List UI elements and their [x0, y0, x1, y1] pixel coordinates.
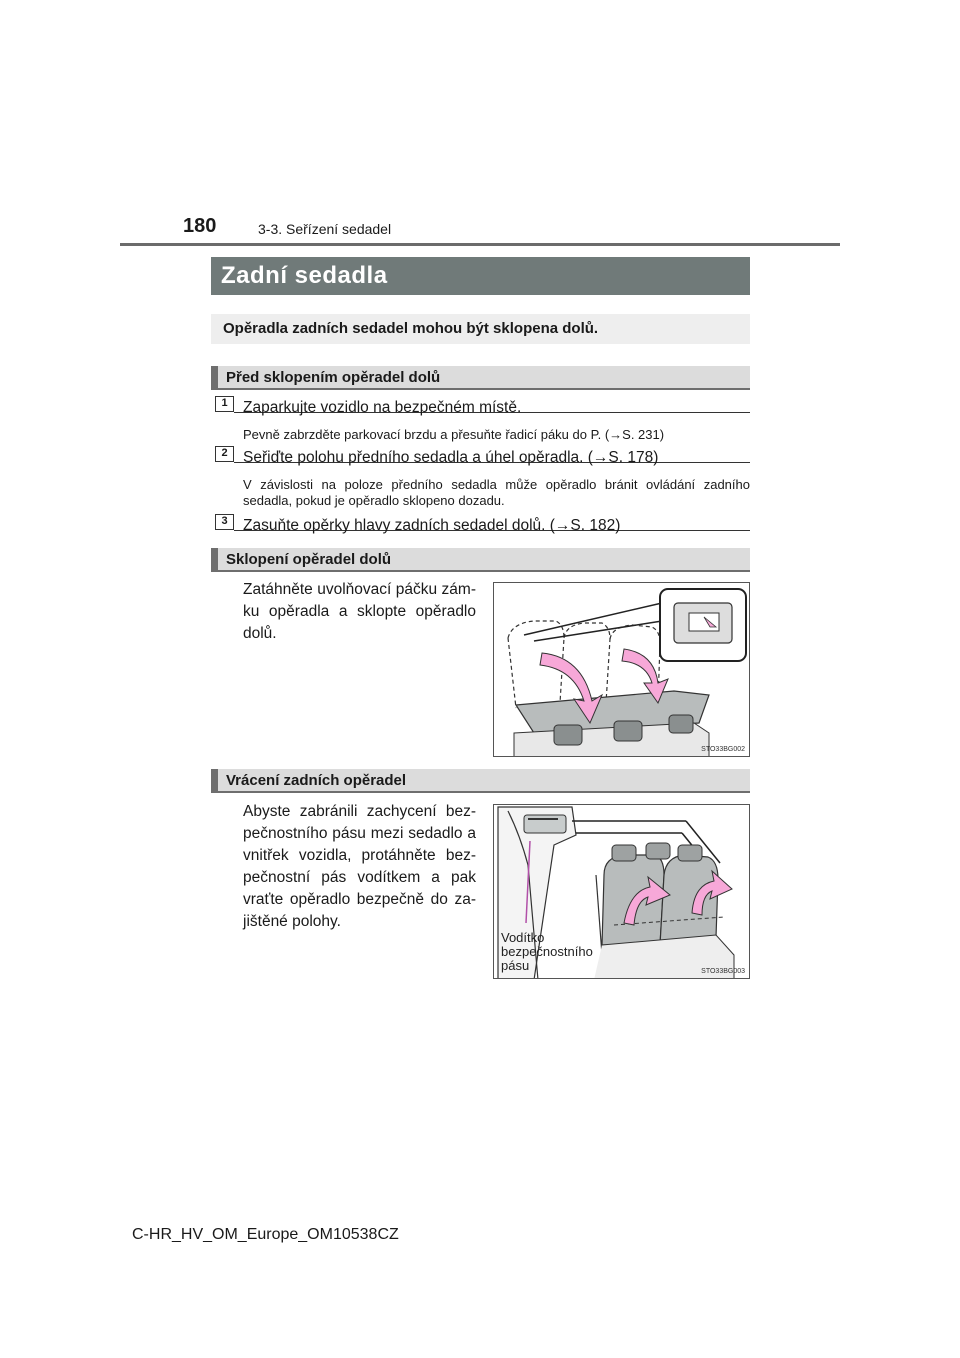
footer-document-id: C-HR_HV_OM_Europe_OM10538CZ	[132, 1226, 399, 1243]
section-heading: 3-3. Seřízení sedadel	[258, 221, 392, 237]
step-text: Seřiďte polohu předního sedadla a úhel opěradla. (→S. 178)	[243, 449, 659, 466]
seat-fold-illustration	[494, 583, 750, 757]
figure-fold-seatback	[493, 582, 750, 757]
subheading-before: Před sklopením opěradel dolů	[211, 366, 750, 390]
subheading-return: Vrácení zadních opěradel	[211, 769, 750, 793]
callout-label-line3: pásu	[501, 958, 530, 973]
figure-return-seatback	[493, 804, 750, 979]
callout-label-line1: Vodítko	[501, 930, 545, 945]
subheading-fold: Sklopení opěradel dolů	[211, 548, 750, 572]
step-number: 2	[215, 446, 234, 462]
page-number: 180	[183, 215, 217, 237]
callout-label-line2: bezpečnostního	[501, 944, 593, 959]
step-text: Zasuňte opěrky hlavy zadních sedadel dolů. (→S. 182)	[243, 517, 621, 534]
figure-code: STO33BG002	[701, 746, 745, 753]
step-number: 3	[215, 514, 234, 530]
step-note: V závislosti na poloze předního sedadla může opěradlo bránit ovládání zadního sedadla, pokud je opěradlo sklopeno dozadu.	[243, 477, 750, 508]
intro-text: Opěradla zadních sedadel mohou být sklopena dolů.	[211, 314, 750, 344]
step-text: Zaparkujte vozidlo na bezpečném místě.	[243, 399, 522, 416]
figure-code: STO33BG003	[701, 968, 745, 975]
fold-instructions: Zatáhněte uvolňovací páčku zám-ku opěradla a sklopte opěradlo dolů.	[243, 581, 476, 642]
header-rule	[120, 243, 840, 246]
return-instructions: Abyste zabránili zachycení bez-pečnostního pásu mezi sedadlo a vnitřek vozidla, protáhněte bez-pečnostní pás vodítkem a pak vraťte opěradlo bezpečně do za-jištěné polohy.	[243, 803, 476, 930]
page-title: Zadní sedadla	[211, 257, 750, 295]
step-note: Pevně zabrzděte parkovací brzdu a přesuňte řadicí páku do P. (→S. 231)	[243, 427, 665, 442]
step-number: 1	[215, 396, 234, 412]
